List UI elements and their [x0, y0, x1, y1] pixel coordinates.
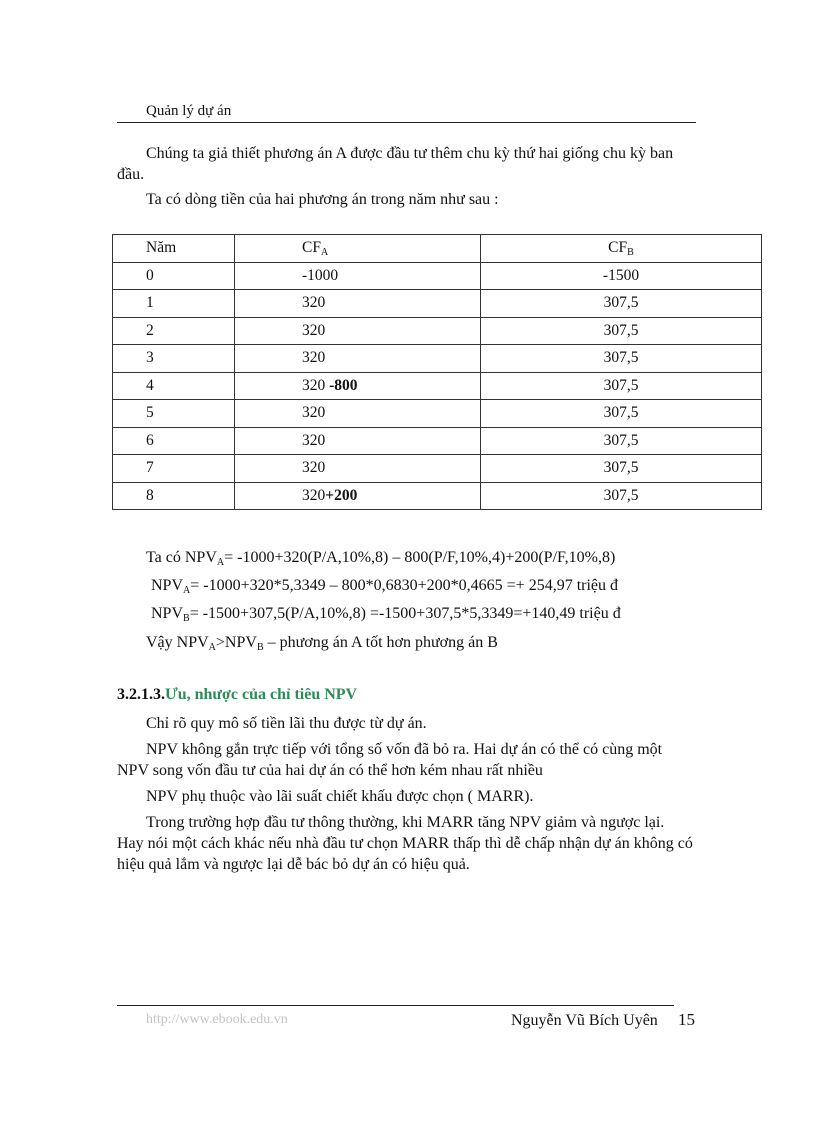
cell-cfb: 307,5 — [481, 372, 762, 400]
formula-4-sub2: B — [256, 642, 264, 653]
header-cfa-main: CF — [302, 239, 321, 257]
section-title: Ưu, nhược của chỉ tiêu NPV — [165, 686, 358, 703]
formula-npv-a-value — [151, 576, 618, 596]
footer-divider — [117, 1005, 674, 1006]
cell-cfa-value: 320 — [302, 321, 326, 339]
cell-cfb: 307,5 — [481, 290, 762, 318]
cell-year: 7 — [113, 455, 235, 483]
cell-year: 6 — [113, 427, 235, 455]
cell-cfb: 307,5 — [481, 400, 762, 428]
section-paragraph-2: NPV không gắn trực tiếp với tổng số vốn đã bỏ ra. Hai dự án có thể có cùng một NPV song vốn đầu tư của hai dự án có thể hơn kém nhau rất nhiều — [117, 741, 663, 779]
formula-3-body: = -1500+307,5(P/A,10%,8) =-1500+307,5*5,3349=+140,49 triệu đ — [189, 605, 621, 622]
table-row — [113, 372, 762, 400]
cell-year: 3 — [113, 345, 235, 373]
cell-cfa — [235, 345, 481, 373]
cell-cfa-adjustment: +200 — [325, 486, 358, 504]
cell-year: 8 — [113, 482, 235, 510]
cell-cfb: 307,5 — [481, 482, 762, 510]
header-cfb-sub: B — [627, 247, 634, 259]
formula-4-a: Vậy NPV — [146, 634, 209, 651]
intro-paragraph-2: Ta có dòng tiền của hai phương án trong năm như sau : — [146, 191, 499, 208]
cash-flow-table — [112, 234, 762, 510]
formula-3-sub: B — [183, 613, 190, 624]
table-row — [113, 400, 762, 428]
cell-cfb: 307,5 — [481, 345, 762, 373]
formula-1-prefix: Ta có NPV — [146, 549, 217, 566]
formula-2-body: = -1000+320*5,3349 – 800*0,6830+200*0,4665 =+ 254,97 triệu đ — [190, 577, 619, 594]
section-paragraph-3: NPV phụ thuộc vào lãi suất chiết khấu được chọn ( MARR). — [146, 788, 534, 805]
formula-3-prefix: NPV — [151, 605, 184, 622]
header-cfa — [235, 235, 481, 263]
cell-year: 5 — [113, 400, 235, 428]
cell-cfa-adjustment: -800 — [329, 376, 358, 394]
table-row — [113, 317, 762, 345]
header-cfb-main: CF — [608, 239, 628, 257]
section-heading — [117, 686, 357, 704]
table-row — [113, 427, 762, 455]
cell-cfa-value: 320 — [302, 486, 326, 504]
formula-npv-a-expression — [146, 548, 615, 568]
formula-4-c: – phương án A tốt hơn phương án B — [263, 634, 498, 651]
cell-cfa-value: 320 — [302, 404, 326, 422]
cell-cfa — [235, 427, 481, 455]
table-header-row — [113, 235, 762, 263]
cell-cfa-value: 320 — [302, 376, 330, 394]
header-title: Quản lý dự án — [146, 103, 232, 119]
formula-1-body: = -1000+320(P/A,10%,8) – 800(P/F,10%,4)+200(P/F,10%,8) — [224, 549, 616, 566]
cell-year: 4 — [113, 372, 235, 400]
page-number: 15 — [678, 1010, 695, 1029]
cell-cfb: 307,5 — [481, 427, 762, 455]
cell-year: 2 — [113, 317, 235, 345]
cell-cfb: -1500 — [481, 262, 762, 290]
table-row — [113, 455, 762, 483]
table-row — [113, 482, 762, 510]
header-divider — [117, 122, 696, 123]
cell-year: 0 — [113, 262, 235, 290]
cell-cfa — [235, 455, 481, 483]
section-paragraph-1: Chỉ rõ quy mô số tiền lãi thu được từ dự án. — [146, 715, 427, 732]
table-row — [113, 262, 762, 290]
cell-cfa-value: 320 — [302, 294, 326, 312]
table-row — [113, 345, 762, 373]
header-year: Năm — [113, 235, 235, 263]
formula-2-sub: A — [183, 585, 191, 596]
table-row — [113, 290, 762, 318]
cell-cfb: 307,5 — [481, 317, 762, 345]
cell-cfa — [235, 482, 481, 510]
formula-conclusion — [146, 633, 498, 653]
footer-author: Nguyễn Vũ Bích Uyên — [511, 1012, 658, 1029]
footer-url: http://www.ebook.edu.vn — [146, 1012, 288, 1027]
header-cfb — [481, 235, 762, 263]
cell-year: 1 — [113, 290, 235, 318]
formula-4-sub1: A — [208, 642, 216, 653]
cell-cfb: 307,5 — [481, 455, 762, 483]
cell-cfa-value: 320 — [302, 431, 326, 449]
intro-paragraph-1: Chúng ta giả thiết phương án A được đầu tư thêm chu kỳ thứ hai giống chu kỳ ban đầu. — [117, 145, 674, 183]
cell-cfa — [235, 317, 481, 345]
formula-npv-b-value — [151, 604, 621, 624]
cell-cfa-value: 320 — [302, 459, 326, 477]
cell-cfa-value: 320 — [302, 349, 326, 367]
section-number: 3.2.1.3. — [117, 686, 165, 703]
formula-1-sub: A — [216, 557, 225, 568]
section-paragraph-4: Trong trường hợp đầu tư thông thường, khi MARR tăng NPV giảm và ngược lại. Hay nói một cách khác nếu nhà đầu tư chọn MARR thấp thì dễ chấp nhận dự án không có hiệu quả lắm và ngược lại dễ bác bỏ dự án có hiệu quả. — [117, 814, 693, 873]
cell-cfa — [235, 400, 481, 428]
cell-cfa — [235, 290, 481, 318]
formula-2-prefix: NPV — [151, 577, 184, 594]
formula-4-b: >NPV — [215, 634, 257, 651]
header-cfa-sub: A — [320, 247, 329, 259]
cell-cfa — [235, 372, 481, 400]
cell-cfa — [235, 262, 481, 290]
cell-cfa-value: -1000 — [302, 266, 339, 284]
